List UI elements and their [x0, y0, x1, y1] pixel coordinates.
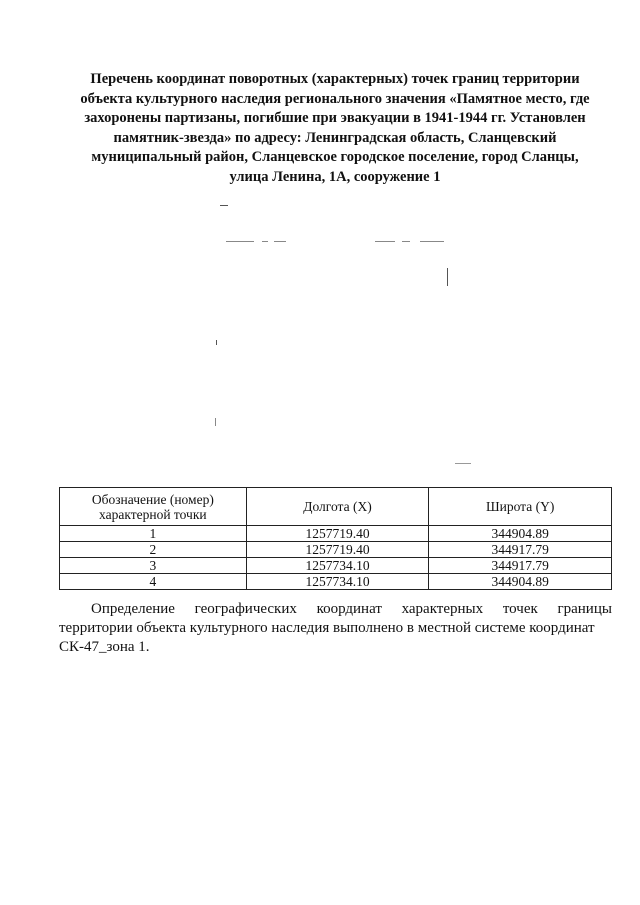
- longitude-value: 1257719.40: [246, 542, 429, 558]
- note-word: Определение: [91, 601, 175, 617]
- table-header-row: [60, 488, 612, 526]
- column-header-latitude: Широта (Y): [429, 488, 612, 526]
- coordinate-system-note: [59, 600, 612, 657]
- note-line: [59, 600, 612, 619]
- point-number: 2: [60, 542, 247, 558]
- latitude-value: 344917.79: [429, 542, 612, 558]
- scan-artifact: [402, 241, 410, 242]
- scan-artifact: [262, 241, 268, 242]
- document-title: [70, 70, 600, 187]
- table-row: [60, 542, 612, 558]
- title-line: памятник-звезда» по адресу: Ленинградская область, Сланцевский: [113, 129, 557, 146]
- point-number: 3: [60, 558, 247, 574]
- title-line: объекта культурного наследия регионального значения «Памятное место, где: [80, 90, 590, 107]
- scan-artifact: [447, 268, 448, 286]
- point-number: 1: [60, 526, 247, 542]
- point-number: 4: [60, 574, 247, 590]
- scan-artifact: [274, 241, 286, 242]
- title-line: Перечень координат поворотных (характерных) точек границ территории: [90, 71, 580, 87]
- title-line: захоронены партизаны, погибшие при эвакуации в 1941-1944 гг. Установлен: [84, 110, 586, 126]
- latitude-value: 344904.89: [429, 574, 612, 590]
- scan-artifact: [455, 463, 471, 464]
- longitude-value: 1257734.10: [246, 574, 429, 590]
- note-word: координат: [316, 601, 382, 617]
- note-line: территории объекта культурного наследия выполнено в местной системе координат: [59, 620, 595, 636]
- scan-artifact: [216, 340, 217, 345]
- table-row: [60, 558, 612, 574]
- scan-artifact: [420, 241, 444, 242]
- column-header-point: Обозначение (номер) характерной точки: [60, 488, 247, 526]
- column-header-longitude: Долгота (X): [246, 488, 429, 526]
- title-line: муниципальный район, Сланцевское городское поселение, город Сланцы,: [91, 149, 579, 165]
- scan-artifact: [226, 241, 254, 242]
- note-line: СК-47_зона 1.: [59, 639, 150, 655]
- note-word: географических: [194, 601, 297, 617]
- table-row: [60, 574, 612, 590]
- coordinates-table: [59, 487, 612, 590]
- note-word: характерных: [401, 601, 484, 617]
- note-word: точек: [502, 601, 538, 617]
- title-line: улица Ленина, 1А, сооружение 1: [229, 168, 441, 185]
- longitude-value: 1257719.40: [246, 526, 429, 542]
- longitude-value: 1257734.10: [246, 558, 429, 574]
- latitude-value: 344917.79: [429, 558, 612, 574]
- table-row: [60, 526, 612, 542]
- scan-artifact: [215, 418, 216, 426]
- note-word: границы: [557, 601, 612, 617]
- scan-artifact: [220, 205, 228, 206]
- scan-artifact: [375, 241, 395, 242]
- latitude-value: 344904.89: [429, 526, 612, 542]
